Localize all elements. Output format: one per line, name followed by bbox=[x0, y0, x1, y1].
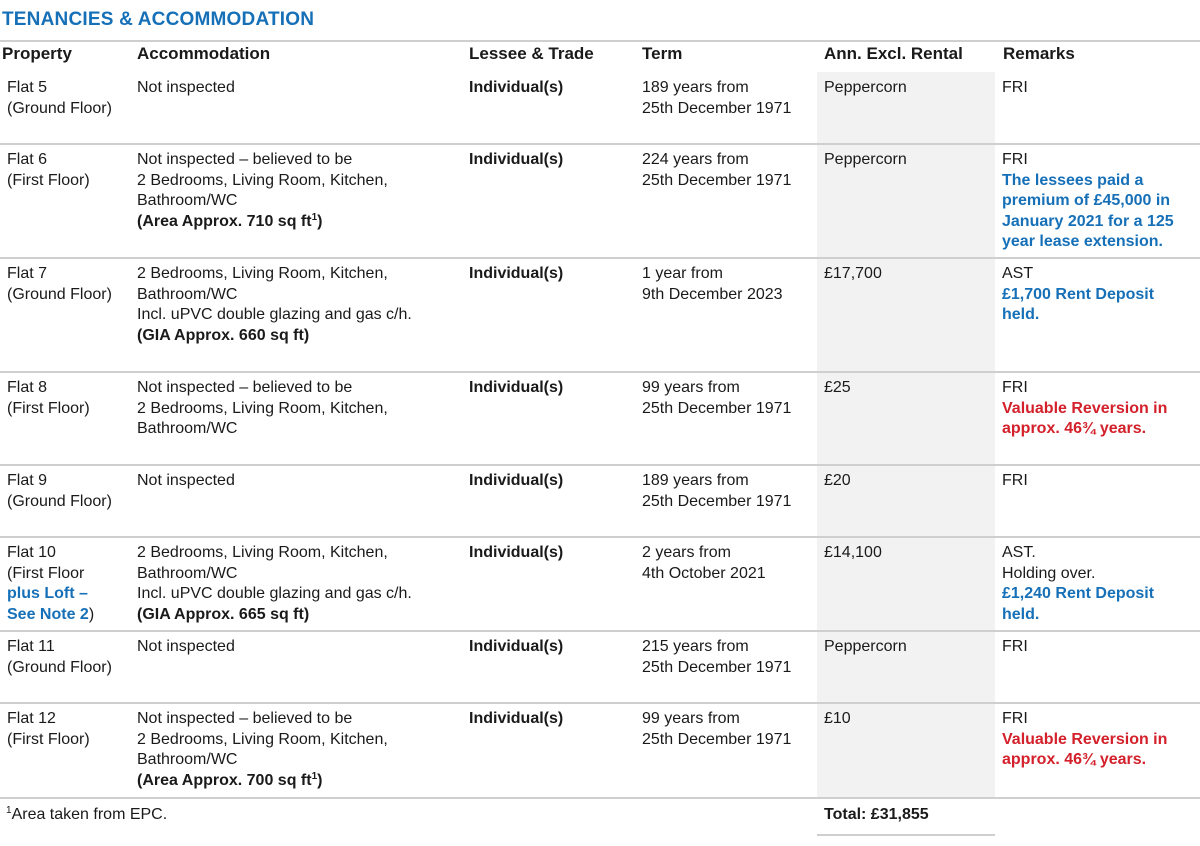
cell-accommodation bbox=[137, 264, 412, 346]
property-line: (Ground Floor) bbox=[7, 492, 112, 510]
area-text: (GIA Approx. 665 sq ft) bbox=[137, 605, 310, 623]
rental-column-shade bbox=[817, 72, 995, 798]
term-line: 99 years from bbox=[642, 710, 740, 727]
property-line bbox=[7, 605, 94, 626]
term-line: 189 years from bbox=[642, 79, 749, 96]
cell-property bbox=[7, 264, 112, 305]
term-line: 9th December 2023 bbox=[642, 285, 783, 303]
cell-remarks bbox=[1002, 150, 1174, 253]
total-rule bbox=[817, 834, 995, 836]
footnote: $^1$Area taken from EPC. bbox=[6, 805, 168, 823]
term-line: 215 years from bbox=[642, 638, 749, 655]
cell-property bbox=[7, 150, 90, 191]
remarks-line: FRI bbox=[1002, 710, 1028, 727]
cell-remarks bbox=[1002, 264, 1154, 326]
accommodation-line: Incl. uPVC double glazing and gas c/h. bbox=[137, 306, 412, 324]
property-line: Flat 11 bbox=[7, 638, 55, 655]
cell-rental: £17,700 bbox=[824, 265, 882, 282]
cell-rental: Peppercorn bbox=[824, 638, 907, 655]
property-line: Flat 8 bbox=[7, 379, 48, 396]
page-title: TENANCIES & ACCOMMODATION bbox=[2, 9, 315, 30]
term-line: 25th December 1971 bbox=[642, 99, 792, 117]
row-divider bbox=[0, 702, 1200, 704]
term-line: 224 years from bbox=[642, 151, 749, 168]
row-divider bbox=[0, 371, 1200, 373]
accommodation-line: Bathroom/WC bbox=[137, 420, 238, 438]
cell-rental: £25 bbox=[824, 379, 851, 396]
property-line: (Ground Floor) bbox=[7, 658, 112, 676]
area-footnote-mark: 1 bbox=[311, 211, 318, 223]
cell-rental: £10 bbox=[824, 710, 851, 727]
term-line: 25th December 1971 bbox=[642, 658, 792, 676]
area-end: ) bbox=[317, 212, 323, 230]
property-note: See Note 2 bbox=[7, 605, 89, 623]
property-note: plus Loft – bbox=[7, 585, 88, 603]
accommodation-area bbox=[137, 771, 388, 792]
remarks-note: £1,700 Rent Deposit bbox=[1002, 285, 1155, 303]
cell-term bbox=[642, 637, 791, 678]
cell-property bbox=[7, 709, 90, 750]
header-accommodation: Accommodation bbox=[137, 44, 271, 63]
cell-lessee: Individual(s) bbox=[469, 79, 564, 96]
row-divider bbox=[0, 257, 1200, 259]
remarks-note: The lessees paid a bbox=[1002, 171, 1144, 189]
term-line: 25th December 1971 bbox=[642, 730, 792, 748]
term-line: 4th October 2021 bbox=[642, 564, 766, 582]
area-footnote-mark: 1 bbox=[311, 770, 318, 782]
accommodation-area bbox=[137, 212, 388, 233]
remarks-line: FRI bbox=[1002, 379, 1028, 396]
accommodation-line: Bathroom/WC bbox=[137, 751, 238, 769]
accommodation-line: Not inspected – believed to be bbox=[137, 151, 353, 168]
remarks-reversion: approx. 46¾ years. bbox=[1002, 420, 1147, 438]
accommodation-line: Not inspected – believed to be bbox=[137, 379, 353, 396]
term-line: 1 year from bbox=[642, 265, 723, 282]
accommodation-area bbox=[137, 605, 412, 626]
accommodation-line: Not inspected – believed to be bbox=[137, 710, 353, 727]
cell-accommodation bbox=[137, 543, 412, 625]
remarks-note: year lease extension. bbox=[1002, 233, 1163, 251]
header-rental: Ann. Excl. Rental bbox=[824, 44, 963, 63]
cell-lessee: Individual(s) bbox=[469, 472, 564, 489]
row-divider bbox=[0, 536, 1200, 538]
accommodation-line: 2 Bedrooms, Living Room, Kitchen, bbox=[137, 730, 388, 748]
cell-accommodation bbox=[137, 150, 388, 232]
remarks-reversion: approx. 46¾ years. bbox=[1002, 751, 1147, 769]
cell-remarks bbox=[1002, 78, 1028, 99]
cell-property bbox=[7, 637, 112, 678]
remarks-note: premium of £45,000 in bbox=[1002, 192, 1171, 210]
row-divider bbox=[0, 797, 1200, 799]
cell-lessee: Individual(s) bbox=[469, 379, 564, 396]
header-remarks: Remarks bbox=[1003, 44, 1075, 63]
accommodation-line: Not inspected bbox=[137, 79, 235, 96]
cell-property bbox=[7, 78, 112, 119]
property-line: Flat 9 bbox=[7, 472, 48, 489]
area-text: (Area Approx. 700 sq ft bbox=[137, 771, 312, 789]
area-text: (GIA Approx. 660 sq ft) bbox=[137, 326, 310, 344]
property-line: (First Floor) bbox=[7, 399, 90, 417]
accommodation-line: 2 Bedrooms, Living Room, Kitchen, bbox=[137, 265, 388, 282]
accommodation-line: 2 Bedrooms, Living Room, Kitchen, bbox=[137, 399, 388, 417]
remarks-note: held. bbox=[1002, 605, 1040, 623]
remarks-line: FRI bbox=[1002, 151, 1028, 168]
property-line: (First Floor) bbox=[7, 171, 90, 189]
term-line: 189 years from bbox=[642, 472, 749, 489]
area-text: (Area Approx. 710 sq ft bbox=[137, 212, 312, 230]
row-divider bbox=[0, 464, 1200, 466]
remarks-line: AST bbox=[1002, 265, 1034, 282]
property-end: ) bbox=[88, 605, 95, 623]
remarks-note: £1,240 Rent Deposit bbox=[1002, 585, 1155, 603]
accommodation-line: 2 Bedrooms, Living Room, Kitchen, bbox=[137, 544, 388, 561]
cell-term bbox=[642, 150, 791, 191]
header-top-rule bbox=[0, 40, 1200, 42]
cell-term bbox=[642, 471, 791, 512]
property-line: Flat 7 bbox=[7, 265, 48, 282]
cell-remarks bbox=[1002, 543, 1154, 625]
remarks-line: AST. bbox=[1002, 544, 1036, 561]
row-divider bbox=[0, 630, 1200, 632]
cell-accommodation bbox=[137, 471, 235, 492]
term-line: 25th December 1971 bbox=[642, 399, 792, 417]
cell-property bbox=[7, 378, 90, 419]
property-line: Flat 5 bbox=[7, 79, 48, 96]
remarks-line: FRI bbox=[1002, 638, 1028, 655]
cell-term bbox=[642, 78, 791, 119]
term-line: 2 years from bbox=[642, 544, 731, 561]
area-end: ) bbox=[317, 771, 323, 789]
cell-accommodation bbox=[137, 709, 388, 791]
term-line: 25th December 1971 bbox=[642, 171, 792, 189]
accommodation-area bbox=[137, 326, 412, 347]
cell-rental: Peppercorn bbox=[824, 79, 907, 96]
cell-rental: Peppercorn bbox=[824, 151, 907, 168]
property-line: Flat 12 bbox=[7, 710, 56, 727]
remarks-line: FRI bbox=[1002, 472, 1028, 489]
cell-property bbox=[7, 543, 94, 625]
cell-remarks bbox=[1002, 471, 1028, 492]
cell-lessee: Individual(s) bbox=[469, 544, 564, 561]
cell-lessee: Individual(s) bbox=[469, 151, 564, 168]
property-line: (First Floor bbox=[7, 564, 85, 582]
property-line bbox=[7, 584, 94, 605]
property-line: (First Floor) bbox=[7, 730, 90, 748]
cell-accommodation bbox=[137, 78, 235, 99]
cell-accommodation bbox=[137, 637, 235, 658]
header-lessee: Lessee & Trade bbox=[469, 44, 594, 63]
cell-remarks bbox=[1002, 709, 1167, 771]
remarks-note: January 2021 for a 125 bbox=[1002, 212, 1174, 230]
property-line: (Ground Floor) bbox=[7, 99, 112, 117]
cell-rental: £20 bbox=[824, 472, 851, 489]
cell-property bbox=[7, 471, 112, 512]
cell-accommodation bbox=[137, 378, 388, 440]
total-rental: Total: £31,855 bbox=[824, 806, 929, 823]
cell-term bbox=[642, 709, 791, 750]
term-line: 25th December 1971 bbox=[642, 492, 792, 510]
cell-lessee: Individual(s) bbox=[469, 265, 564, 282]
accommodation-line: Not inspected bbox=[137, 472, 235, 489]
property-line: Flat 6 bbox=[7, 151, 48, 168]
cell-term bbox=[642, 264, 783, 305]
header-term: Term bbox=[642, 44, 683, 63]
remarks-reversion: Valuable Reversion in bbox=[1002, 730, 1168, 748]
row-divider bbox=[0, 143, 1200, 145]
remarks-note: held. bbox=[1002, 306, 1040, 324]
term-line: 99 years from bbox=[642, 379, 740, 396]
cell-rental: £14,100 bbox=[824, 544, 882, 561]
remarks-line: Holding over. bbox=[1002, 564, 1096, 582]
cell-lessee: Individual(s) bbox=[469, 638, 564, 655]
cell-remarks bbox=[1002, 378, 1167, 440]
accommodation-line: Not inspected bbox=[137, 638, 235, 655]
remarks-line: FRI bbox=[1002, 79, 1028, 96]
header-property: Property bbox=[2, 44, 72, 63]
accommodation-line: Bathroom/WC bbox=[137, 564, 238, 582]
cell-lessee: Individual(s) bbox=[469, 710, 564, 727]
accommodation-line: 2 Bedrooms, Living Room, Kitchen, bbox=[137, 171, 388, 189]
remarks-reversion: Valuable Reversion in bbox=[1002, 399, 1168, 417]
accommodation-line: Bathroom/WC bbox=[137, 192, 238, 210]
accommodation-line: Incl. uPVC double glazing and gas c/h. bbox=[137, 585, 412, 603]
cell-remarks bbox=[1002, 637, 1028, 658]
property-line: (Ground Floor) bbox=[7, 285, 112, 303]
accommodation-line: Bathroom/WC bbox=[137, 285, 238, 303]
property-line: Flat 10 bbox=[7, 544, 56, 561]
cell-term bbox=[642, 543, 766, 584]
cell-term bbox=[642, 378, 791, 419]
